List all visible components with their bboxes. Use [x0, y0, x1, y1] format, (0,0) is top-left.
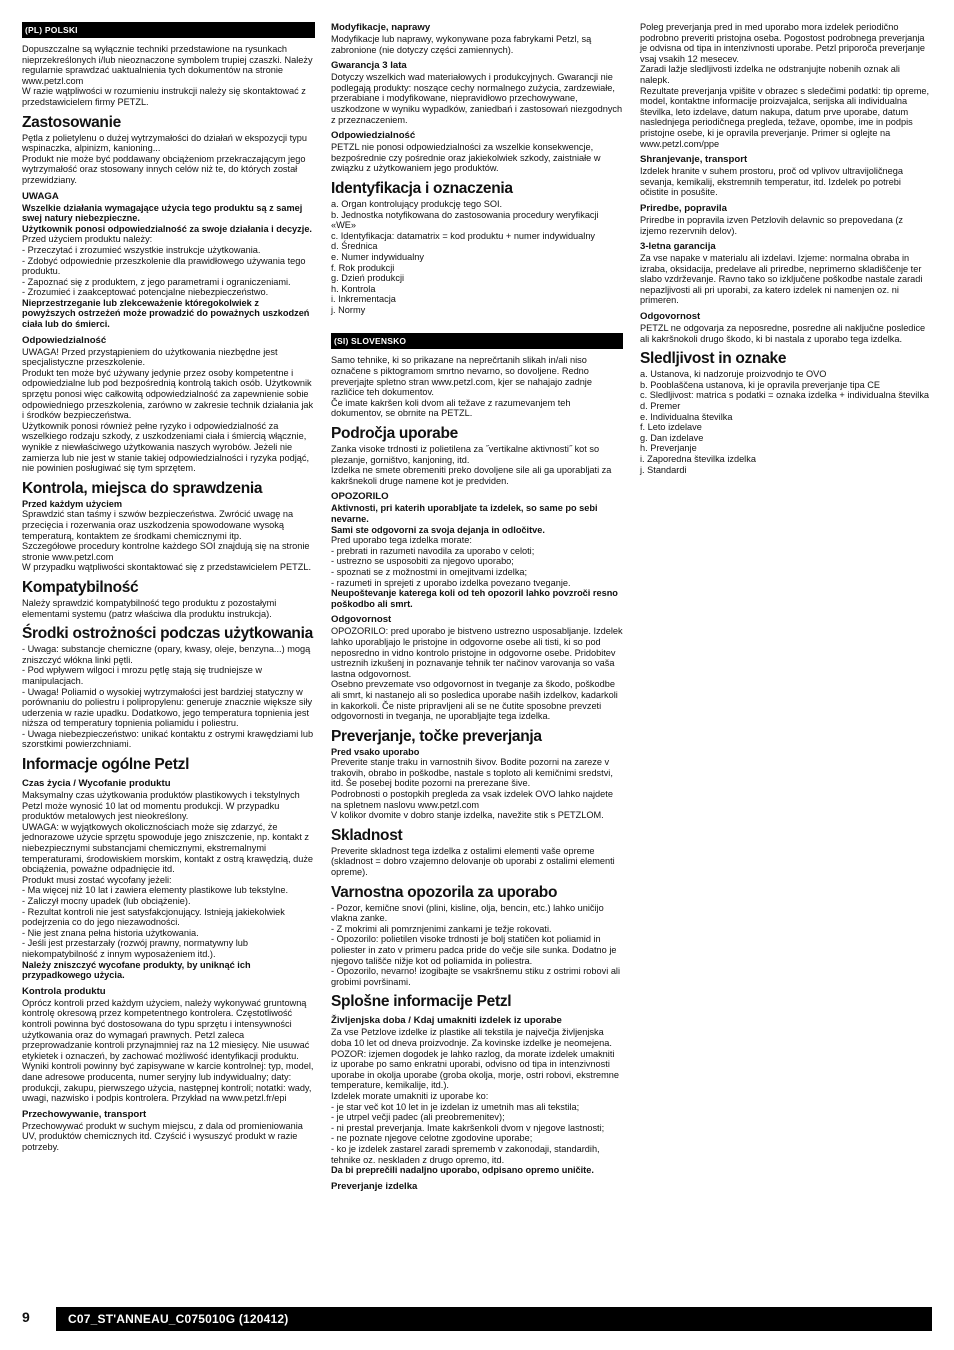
preverjanje-izdelka-text: Poleg preverjanja pred in med uporabo mora izdelek periodično podrobno preveriti pristojna oseba. Pogostost podrobnega preverjanja je odvisna od tipa in intenzivnosti uporabe. Petzl priporoča preverjanje vsaj vsakih 12 mesecev. Zaradi lažje sledljivosti izdelka ne odstranjujte nobenih oznak ali nalepk. Rezultate preverjanja vpišite v obrazec s sledečimi podatki: tip opreme, model, kontaktne informacije proizvajalca, serijska ali individualna številka, leto izdelave, datum nakupa, datum prve uporabe, datum naslednjega periodičnega pregleda, težave, opombe, ime in podpis pristojne osebe, ki je opravila preverjanje. Primer si oglejte na www.petzl.com/ppe	[640, 22, 930, 149]
section-title-skladnost: Skladnost	[331, 826, 403, 844]
subsection-title-kontrola-produktu: Kontrola produktu	[22, 985, 106, 997]
subsection-title-preverjanje-izdelka: Preverjanje izdelka	[331, 1180, 418, 1192]
subsection-title-opozorilo: OPOZORILO	[331, 491, 389, 503]
gwarancja-text: Dotyczy wszelkich wad materiałowych i produkcyjnych. Gwarancji nie podlegają produkty: noszące cechy normalnego zużycia, zardzewiałe, przerabiane i modyfikowane, niepravidłowo przechowywane, uszkodzone w wyniku wypadków, zaniedbań i zastosowań niezgodnych z przeznaczeniem.	[331, 72, 625, 125]
section-title-kontrola: Kontrola, miejsca do sprawdzenia	[22, 479, 263, 497]
subsection-title-odgovornost-2: Odgovornost	[640, 311, 701, 323]
page-footer	[22, 1307, 932, 1331]
shranjevanje-text: Izdelek hranite v suhem prostoru, proč od vplivov ultravijoličnega sevanja, kemikalij, ekstremnih temperatur, itd. Izdelek po potrebi očistite in posušite.	[640, 166, 906, 198]
zivljenjska-doba-text: Za vse Petzlove izdelke iz plastike ali tekstila je največja življenjska doba 10 let od dneva proizvodnje. Za kovinske izdelke je neomejena. POZOR: izjemen dogodek je lahko razlog, da morate izdelek umakniti iz uporabe po samo enkratni uporabi, odvisno od tipa in intenzivnosti uporabe in okolja uporabe (groba okolja, morje, ostri robovi, ekstremne temperature, kemikalije, itd.). Izdelek morate umakniti iz uporabe ko: - je star več kot 10 let in je izdelan iz umetnih mas ali tekstila; - je utrpel večji padec (ali preobremenitev); - ni prestal preverjanja. Imate kakršenkoli dvom v njegove lastnosti; - ne poznate njegove celotne zgodovine uporabe; - ko je izdelek zastarel zaradi sprememb v zakonodaji, standardih, tehnike oz. neskladen z drugo opremo, itd.	[331, 1027, 620, 1165]
subsection-title-modyfikacje: Modyfikacje, naprawy	[331, 22, 431, 33]
odpowiedzialnosc-text: UWAGA! Przed przystąpieniem do użytkowania niezbędne jest specjalistyczne przeszkolenie. Produkt ten może być używany jedynie przez osoby kompetentne i odpowiedzialne lub pod bezpośrednią kontrolą takich osób. Użytkownik sprzętu ponosi więc całkowitą odpowiedzialność za zapewnienie sobie odpowiedniego przeszkolenia, zarówno w zakresie technik działania jak i środków bezpieczeństwa. Użytkownik ponosi również pełne ryzyko i odpowiedzialność za wszelkiego rodzaju szkody, z uszkodzeniami ciała i śmiercią włącznie, wynikłe z niewłaściwego użytkowania naszych wyrobów. Jeżeli nie zamierza lub nie jest w stanie takiej odpowiedzialności i ryzyka podjąć, nie powinien posługiwać się tym sprzętem.	[22, 346, 314, 474]
document-code: C07_ST'ANNEAU_C075010G (120412)	[68, 1312, 289, 1326]
uwaga-text: Przed użyciem produktu należy: - Przeczytać i zrozumieć wszystkie instrukcje użytkowania. - Zdobyć odpowiednie przeszkolenie dla prawidłowego używania tego produktu. - Zapoznać się z produktem, z jego parametrami i ograniczeniami. - Zrozumieć i zaakceptować potencjalne niebezpieczeństwo.	[22, 234, 306, 298]
subsection-title-odpowiedzialnosc-2: Odpowiedzialność	[331, 130, 416, 142]
section-title-srodki: Środki ostrożności podczas użytkowania	[22, 625, 313, 643]
zastosowanie-text: Pętla z polietylenu o dużej wytrzymałości do działań w ekspozycji typu wspinaczka, alpinizm, kanioning... Produkt nie może być poddawany obciążeniom przekraczającym jego wytrzymałość oraz stosowany innych celów niż te, do których został przewidziany.	[22, 132, 307, 185]
kontrola-produktu-text: Oprócz kontroli przed każdym użyciem, należy wykonywać gruntowną kontrolę okresową przez kompetentnego kontrolera. Częstotliwość kontroli powinna być dostosowana do typu sprzętu i intensywności użytkowania oraz do wymagań prawnych. Petzl zaleca przeprowadzanie kontroli przynajmniej raz na 12 miesięcy. Nie usuwać etykietek i oznaczeń, by zachować możliwość identyfikacji produktu. Wyniki kontroli powinny być zapisywane w karcie kontrolnej: typ, model, dane adresowe producenta, numer seryjny lub indywidualny; daty: produkcji, zakupu, pierwszego użycia, następnej kontroli; notatki: wady, uwagi, nazwisko i podpis kontrolera. Przykład na www.petzl.fr/epi	[22, 997, 314, 1104]
czas-zycia-text: Maksymalny czas użytkowania produktów plastikowych i tekstylnych Petzl może wynosić 10 lat od momentu produkcji. W przypadku produktów metalowych jest nieokreślony. UWAGA: w wyjątkowych okolicznościach może się zdarzyć, że jednorazowe użycie sprzętu spowoduje jego zniszczenie, np. kontakt z niebezpiecznymi substancjami chemicznymi, ekstremalnymi temperaturami, środowiskiem morskim, kontakt z ostrą krawędzią, duże obciążenia, poważne odpadnięcie itd. Produkt musi zostać wycofany jeżeli: - Ma więcej niż 10 lat i zawiera elementy plastikowe lub tekstylne. - Zaliczył mocny upadek (lub obciążenie). - Rezultat kontroli nie jest satysfakcjonujący. Istnieją jakiekolwiek podejrzenia co do jego niezawodności. - Nie jest znana pełna historia użytkowania. - Jeśli jest przestarzały (rozwój prawny, normatywny lub niekompatybilność z innym wyposażeniem itd.).	[22, 790, 314, 959]
subsection-title-uwaga: UWAGA	[22, 190, 59, 202]
opozorilo-bold-text-2: Neupoštevanje katerega koli od teh opozoril lahko povzroči resno poškodbo ali smrt.	[331, 588, 621, 609]
modyfikacje-text: Modyfikacje lub naprawy, wykonywane poza fabrykami Petzl, są zabronione (nie dotyczy części zamiennych).	[331, 34, 594, 55]
skladnost-text: Preverite skladnost tega izdelka z ostalimi elementi vaše opreme (skladnost = dobro vzajemno delovanje ob uporabi z ostalimi elementi opreme).	[331, 845, 618, 878]
preverjanje-subtitle: Pred vsako uporabo	[331, 746, 420, 757]
subsection-title-czas-zycia: Czas życia / Wycofanie produktu	[22, 778, 171, 790]
varnostna-text: - Pozor, kemične snovi (plini, kisline, olja, bencin, etc.) lahko uničijo vlakna zanke. - Z mokrimi ali pomrznjenimi zankami je težje rokovati. - Opozorilo: polietilen visoke trdnosti je bolj statičen kot poliamid in poliester in zato v primeru padca pride do večje sile sunka. Dodatno je njegovo tališče nižje kot od poliamida in poliestra. - Opozorilo, nevarno! izogibajte se vsakršnemu stiku z ostrimi robovi ali grobimi površinami.	[331, 902, 621, 987]
garancija-text: Za vse napake v materialu ali izdelavi. Izjeme: normalna obraba in izraba, oksidacija, predelave ali priredbe, neprimerno skladiščenje ter slabo vzdrževanje. Ravno tako so izključene poškodbe nastale zaradi nepazljivosti ali pri uporabi, za katero izdelek ni namenjen oz. ni primeren.	[640, 253, 925, 306]
opozorilo-bold-text: Aktivnosti, pri katerih uporabljate ta izdelek, so same po sebi nevarne. Sami ste odgovorni za svoja dejanja in odločitve.	[331, 503, 598, 535]
subsection-title-zivljenjska-doba: Življenjska doba / Kdaj umakniti izdelek iz uporabe	[331, 1015, 562, 1027]
subsection-title-shranjevanje: Shranjevanje, transport	[640, 154, 748, 166]
section-title-splosne: Splošne informacije Petzl	[331, 993, 512, 1011]
section-title-zastosowanie: Zastosowanie	[22, 113, 121, 131]
intro-si: Samo tehnike, ki so prikazane na neprečrtanih slikah in/ali niso označene s piktogramom smrtno nevarno, so dovoljene. Redno preverjajte spletno stran www.petzl.com, kjer se nahajajo zadnje različice teh dokumentov. Če imate kakršen koli dvom ali težave z razumevanjem teh dokumentov, se obrnite na PETZL.	[331, 355, 592, 419]
odgovornost-2-text: PETZL ne odgovarja za neposredne, posredne ali naključne posledice ali kakršnokoli drugo škodo, ki bi nastala z uporabo tega izdelka.	[640, 323, 928, 344]
sledljivost-list: a. Ustanova, ki nadzoruje proizvodnjo te OVO b. Pooblaščena ustanova, ki je opravila preverjanje tipa CE c. Sledljivost: matrica s podatki = oznaka izdelka + individualna številka d. Premer e. Individualna številka f. Leto izdelave g. Dan izdelave h. Preverjanje i. Zaporedna številka izdelka j. Standardi	[640, 369, 930, 475]
kontrola-text: Sprawdzić stan taśmy i szwów bezpieczeństwa. Zwrócić uwagę na przecięcia i rozerwania oraz uszkodzenia spowodowane wysoką temperaturą, kontaktem ze środkami chemicznymi itp. Szczegółowe procedury kontrolne każdego SOI znajdują się na stronie stronie www.petzl.com W przypadku wątpliwości skontaktować się z przedstawicielem PETZL.	[22, 509, 311, 573]
czas-zycia-bold: Należy zniszczyć wycofane produkty, by uniknąć ich przypadkowego użycia.	[22, 959, 254, 981]
section-title-podrocja: Področja uporabe	[331, 425, 458, 443]
section-title-kompatybilnosc: Kompatybilność	[22, 578, 139, 596]
przechowywanie-text: Przechowywać produkt w suchym miejscu, z dala od promieniowania UV, produktów chemicznych itd. Czyścić i wysuszyć produkt w razie potrzeby.	[22, 1120, 306, 1152]
srodki-text: - Uwaga: substancje chemiczne (opary, kwasy, oleje, benzyna...) mogą zniszczyć włókna linki pętli. - Pod wpływem wilgoci i mrozu pętlę stają się trudniejsze w manipulacjach. - Uwaga! Poliamid o wysokiej wytrzymałości jest bardziej statyczny w porównaniu do poliestru i polipropylenu: generuje znacznie większe siły uderzenia w razie upadku. Dodatkowo, jego temperatura topnienia jest niższa od temperatury topnienia poliamidu i poliestru. - Uwaga niebezpieczeństwo: unikać kontaktu z ostrymi krawędziami lub szorstkimi powierzchniami.	[22, 644, 314, 750]
language-label-si: (SI) SLOVENSKO	[331, 333, 623, 349]
column-1	[22, 22, 315, 1152]
page-number: 9	[22, 1309, 30, 1325]
uwaga-bold-text: Wszelkie działania wymagające użycia tego produktu są z samej swej natury niebezpieczne. Użytkownik ponosi odpowiedzialność za swoje działania i decyzje.	[22, 202, 312, 234]
identyfikacja-list: a. Organ kontrolujący produkcję tego SOI. b. Jednostka notyfikowana do zastosowania procedury weryfikacji «WE» c. Identyfikacja: datamatrix = kod produktu + numer indywidualny d. Średnica e. Numer indywidualny f. Rok produkcji g. Dzień produkcji h. Kontrola i. Inkrementacja j. Normy	[331, 198, 599, 315]
podrocja-text: Zanka visoke trdnosti iz polietilena za ˝vertikalne aktivnosti˝ kot so plezanje, gorništvo, kanjoning, itd. Izdelka ne smete obremeniti preko dovoljene sile ali ga uporabljati za kakršnekoli druge namene kot je predviden.	[331, 444, 612, 486]
intro-pl: Dopuszczalne są wyłącznie techniki przedstawione na rysunkach nieprzekreślonych i/lub nieoznaczone symbolem trupiej czaszki. Należy regularnie sprawdzać uaktualnienia tych dokumentów na stronie www.petzl.com W razie wątpliwości w rozumieniu instrukcji należy się skontaktować z przedstawicielem firmy PETZL.	[22, 44, 313, 107]
odgovornost-text: OPOZORILO: pred uporabo je bistveno ustrezno usposabljanje. Izdelek lahko uporabljajo le pristojne in odgovorne osebe ali tisti, ki so pod neposredno in vidno kontrolo pristojne in odgovorne osebe. Pridobitev ustreznih izkušenj in poznavanje tehnik ter načinov varovanja so vaša lastna odgovornost. Osebno prevzemate vso odgovornost in tveganje za škodo, poškodbe ali smrt, ki nastanejo ali so posledica uporabe naših izdelkov, kadarkoli in kakorkoli. Če niste pripravljeni ali se ne čutite sposobne prevzeti odgovornosti in tveganja, ne uporabljajte tega izdelka.	[331, 626, 623, 722]
zivljenjska-doba-bold: Da bi preprečili nadaljno uporabo, odpisano opremo uničite.	[331, 1165, 594, 1176]
section-title-sledljivost: Sledljivost in oznake	[640, 350, 787, 368]
subsection-title-przechowywanie: Przechowywanie, transport	[22, 1108, 147, 1120]
section-title-informacje: Informacje ogólne Petzl	[22, 756, 190, 774]
odpowiedzialnosc-2-text: PETZL nie ponosi odpowiedzialności za wszelkie konsekwencje, bezpośrednie czy pośrednie oraz jakiekolwiek szkody, zaistniałe w związku z użytkowaniem jego produktów.	[331, 142, 604, 174]
subsection-title-garancija: 3-letna garancija	[640, 241, 716, 253]
subsection-title-priredbe: Priredbe, popravila	[640, 202, 727, 214]
column-2	[331, 22, 623, 1193]
kompatybilnosc-text: Należy sprawdzić kompatybilność tego produktu z pozostałymi elementami systemu (patrz właściwa dla produktu instrukcja).	[22, 597, 279, 619]
section-title-preverjanje: Preverjanje, točke preverjanja	[331, 727, 542, 745]
subsection-title-gwarancja: Gwarancja 3 lata	[331, 60, 407, 72]
language-label-pl: (PL) POLSKI	[22, 22, 315, 38]
opozorilo-text: Pred uporabo tega izdelka morate: - prebrati in razumeti navodila za uporabo v celoti; - ustrezno se usposobiti za njegovo uporabo; - spoznati se z možnostmi in omejitvami izdelka; - razumeti in sprejeti z uporabo izdelka povezano tveganje.	[331, 535, 571, 588]
preverjanje-text: Preverite stanje traku in varnostnih šivov. Bodite pozorni na zareze v trakovih, obrabo in poškodbe, nastale s toploto ali kemičnimi sredstvi, itd. Še posebej bodite pozorni na prerezane šive. Podrobnosti o postopkih pregleda za vsak izdelek OVO lahko najdete na spletnem naslovu www.petzl.com V kolikor dvomite v dobro stanje izdelka, navežite stik s PETZLOM.	[331, 757, 613, 821]
kontrola-subtitle: Przed każdym użyciem	[22, 498, 123, 509]
column-3	[640, 22, 932, 475]
subsection-title-odpowiedzialnosc: Odpowiedzialność	[22, 334, 107, 346]
footer-bar	[56, 1307, 932, 1331]
section-title-varnostna: Varnostna opozorila za uporabo	[331, 883, 558, 901]
uwaga-bold-text-2: Nieprzestrzeganie lub zlekceważenie któregokolwiek z powyższych ostrzeżeń może prowadzić do poważnych uszkodzeń ciała lub do śmierci.	[22, 297, 312, 330]
priredbe-text: Priredbe in popravila izven Petzlovih delavnic so prepovedana (z izjemo rezervnih delov).	[640, 214, 906, 236]
section-title-identyfikacja: Identyfikacja i oznaczenia	[331, 179, 513, 197]
subsection-title-odgovornost: Odgovornost	[331, 614, 392, 626]
